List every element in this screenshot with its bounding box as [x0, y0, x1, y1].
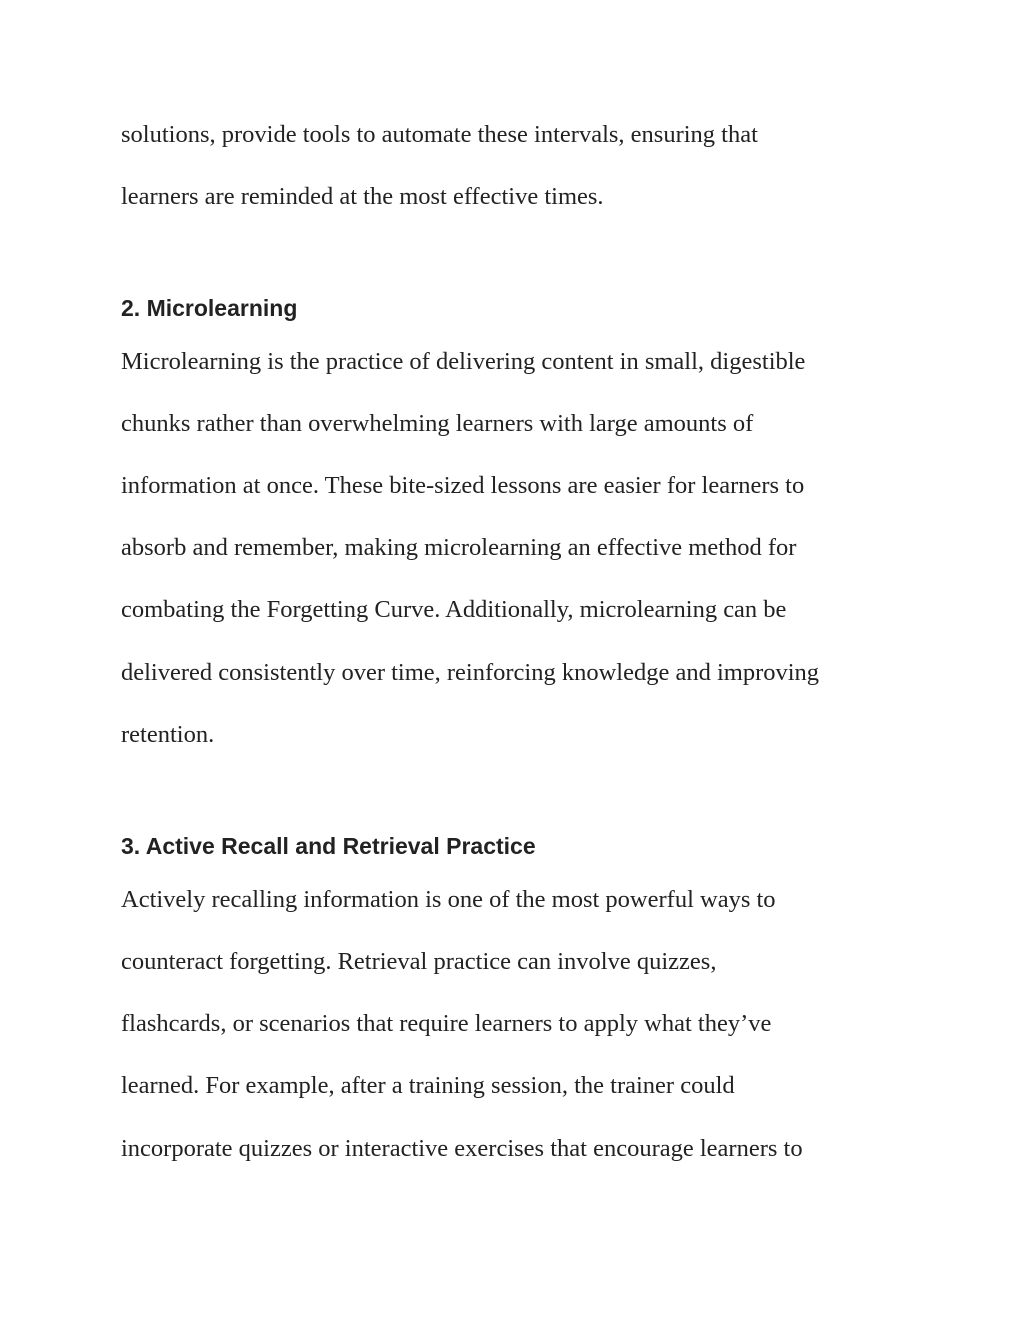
paragraph-line: Actively recalling information is one of the most powerful ways to — [121, 886, 776, 913]
paragraph-line: Microlearning is the practice of delivering content in small, digestible — [121, 348, 806, 375]
paragraph-line: retention. — [121, 721, 215, 748]
paragraph-line: flashcards, or scenarios that require learners to apply what they’ve — [121, 1010, 772, 1037]
paragraph-line: delivered consistently over time, reinforcing knowledge and improving — [121, 659, 820, 686]
paragraph-line: absorb and remember, making microlearning an effective method for — [121, 534, 797, 561]
paragraph-line: learned. For example, after a training session, the trainer could — [121, 1072, 735, 1099]
section-heading: 2. Microlearning — [121, 295, 298, 321]
paragraph-line: chunks rather than overwhelming learners with large amounts of — [121, 410, 754, 437]
paragraph-line: incorporate quizzes or interactive exercises that encourage learners to — [121, 1135, 803, 1162]
paragraph-line: solutions, provide tools to automate these intervals, ensuring that — [121, 121, 758, 148]
section-heading: 3. Active Recall and Retrieval Practice — [121, 833, 536, 859]
paragraph-line: counteract forgetting. Retrieval practice can involve quizzes, — [121, 948, 717, 975]
paragraph-line: information at once. These bite-sized lessons are easier for learners to — [121, 472, 805, 499]
paragraph-line: combating the Forgetting Curve. Additionally, microlearning can be — [121, 596, 787, 623]
paragraph-line: learners are reminded at the most effective times. — [121, 183, 604, 210]
